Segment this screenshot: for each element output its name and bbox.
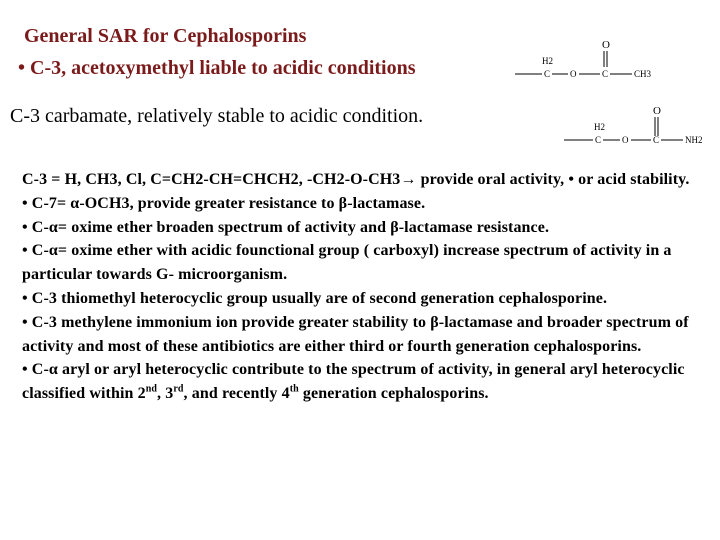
acetoxymethyl-bullet: • C-3, acetoxymethyl liable to acidic conditions (18, 57, 416, 79)
sar-paragraph-thiomethyl: • C-3 thiomethyl heterocyclic group usually are of second generation cephalosporine. (22, 289, 608, 307)
carbamate-line: C-3 carbamate, relatively stable to acidic condition. (10, 105, 424, 127)
aryl-sup-nd: nd (145, 383, 158, 395)
carbamate-c1-label: C (595, 135, 602, 145)
carbamate-h2-label: H2 (594, 122, 605, 132)
acetoxy-carbonyl-o-label: O (602, 39, 610, 51)
aryl-text-b: , 3 (157, 385, 174, 403)
aryl-sup-rd: rd (173, 383, 184, 395)
aryl-text-a: • C-α aryl or aryl heterocyclic contribute to the spectrum of activity, in general aryl heterocyclic classified within 2 (22, 361, 685, 403)
carbamate-o-label: O (622, 135, 629, 145)
acetoxy-c2-label: C (602, 69, 609, 79)
carbamate-structure (560, 104, 720, 154)
acetoxy-h2-label: H2 (542, 56, 553, 66)
carbamate-carbonyl-o-label: O (653, 105, 661, 117)
sar-paragraph-c3-oral: C-3 = H, CH3, Cl, C=CH2-CH=CHCH2, -CH2-O-CH3→ provide oral activity, • or acid stability. (22, 171, 690, 188)
aryl-sup-th: th (289, 383, 299, 395)
aryl-text-c: , and recently 4 (183, 385, 290, 403)
acetoxy-ch3-label: CH3 (634, 69, 652, 79)
carbamate-nh2-label: NH2 (685, 135, 703, 145)
sar-paragraph-immonium: • C-3 methylene immonium ion provide greater stability to β-lactamase and broader spectrum of activity and most of these antibiotics are either third or fourth generation cephalosporins. (22, 313, 689, 355)
carbamate-c2-label: C (653, 135, 660, 145)
acetoxy-o-label: O (570, 69, 577, 79)
slide-title: General SAR for Cephalosporins (24, 25, 307, 47)
sar-paragraph-c7: • C-7= α-OCH3, provide greater resistance to β-lactamase. (22, 194, 426, 212)
sar-paragraph-oxime-acidic: • C-α= oxime ether with acidic founctional group ( carboxyl) increase spectrum of activity in a particular towards G- microorganism. (22, 242, 672, 284)
sar-paragraph-aryl (22, 358, 718, 406)
sar-body-text (22, 168, 718, 406)
aryl-text-d: generation cephalosporins. (298, 385, 489, 403)
acetoxymethyl-structure (512, 38, 672, 88)
acetoxy-c1-label: C (544, 69, 551, 79)
sar-paragraph-oxime-ether: • C-α= oxime ether broaden spectrum of activity and β-lactamase resistance. (22, 218, 550, 236)
